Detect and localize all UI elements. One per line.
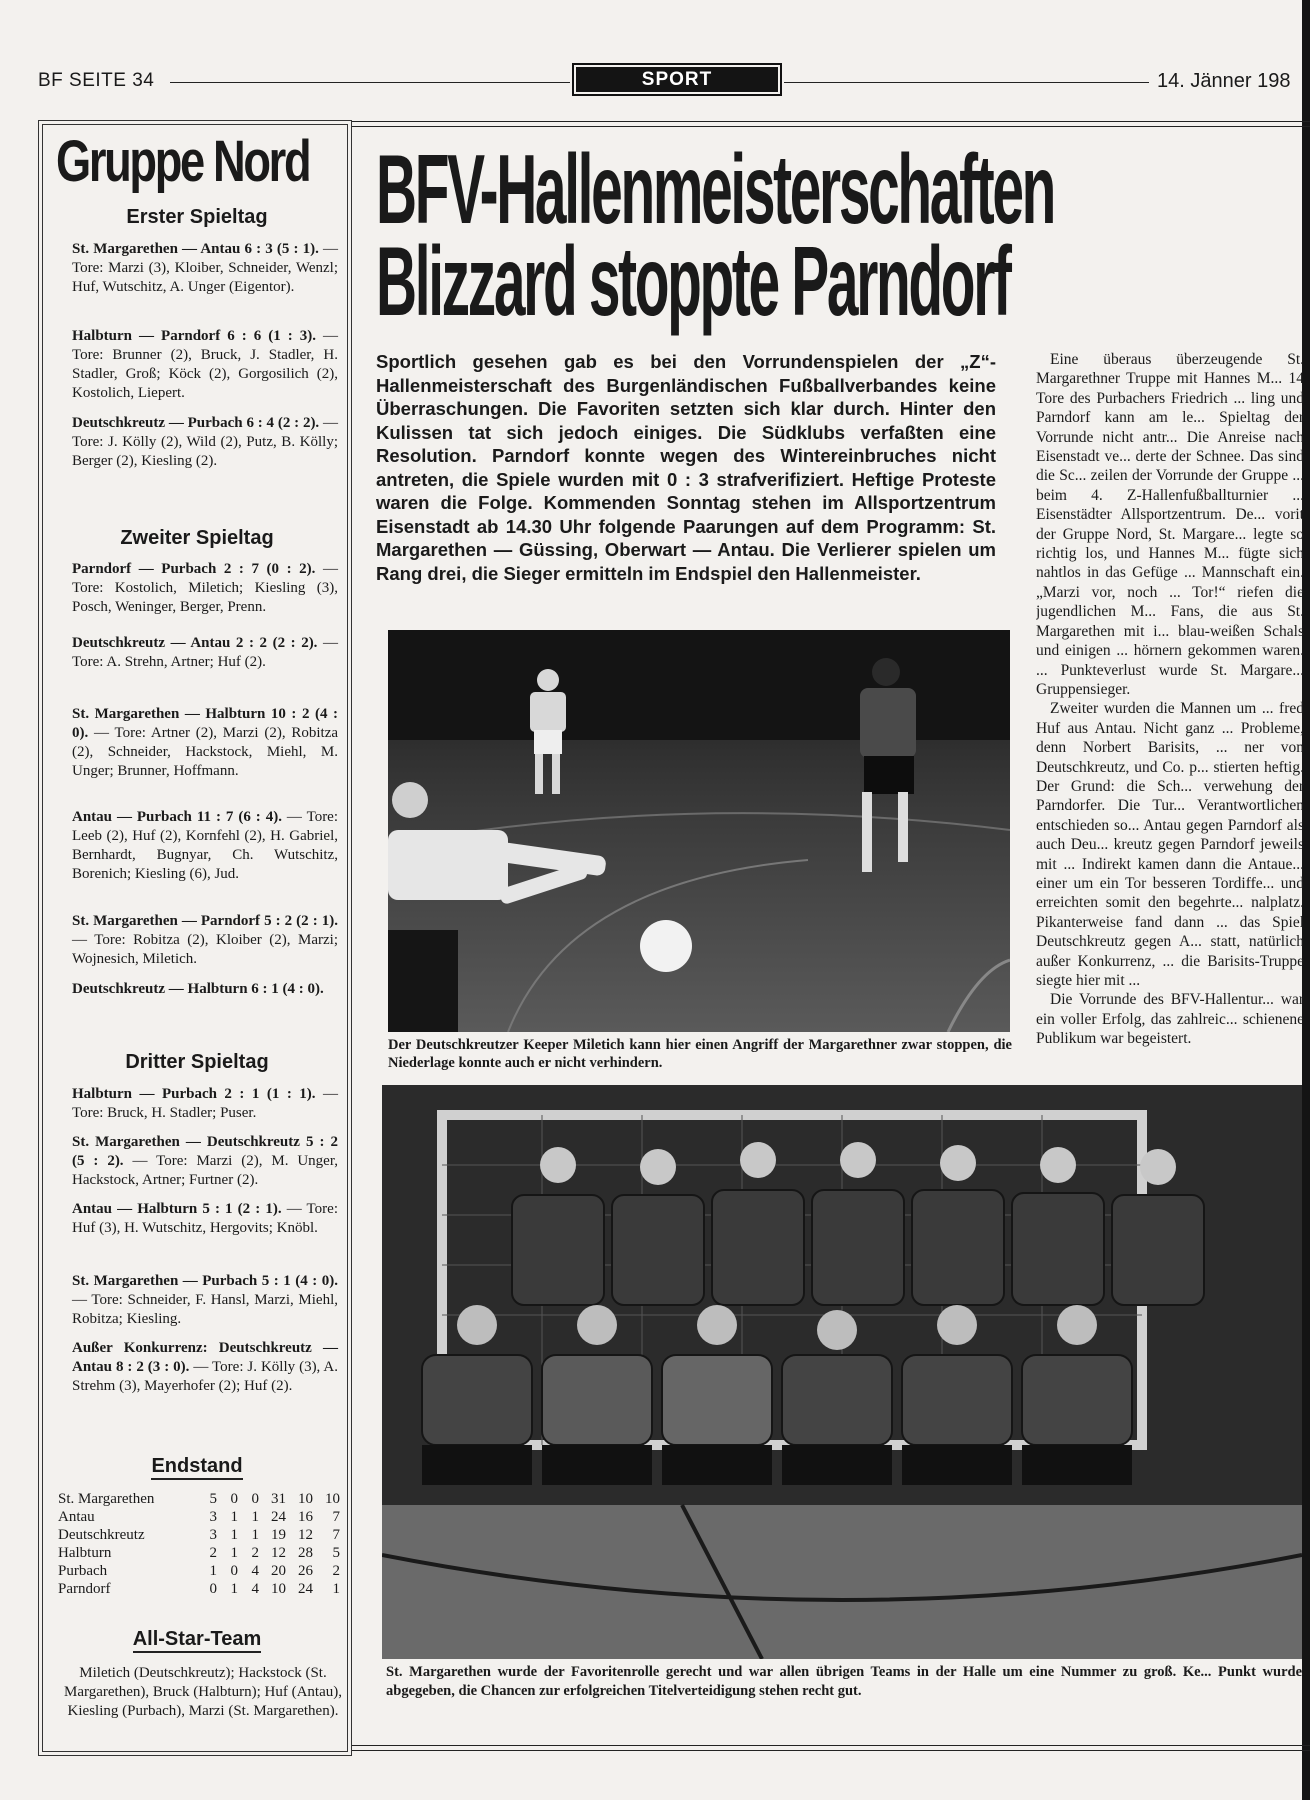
allstar-heading <box>56 1628 338 1651</box>
match-result <box>72 912 338 969</box>
standings-l: 0 <box>251 1491 259 1507</box>
standings-pts: 1 <box>332 1581 340 1597</box>
match-result <box>72 327 338 403</box>
body-column <box>1036 350 1304 1065</box>
match-score: St. Margarethen — Purbach 5 : 1 (4 : 0). <box>72 1273 338 1289</box>
match-scorers: — Tore: J. Kölly (3), A. Strehm (3), Mayerhofer (2); Huf (2). <box>72 1359 339 1394</box>
allstar-list: Miletich (Deutschkreutz); Hackstock (St. Margarethen), Bruck (Halbturn); Huf (Antau), Kiesling (Purbach), Marzi (St. Margarethen). <box>64 1665 342 1719</box>
match-scorers: — Tore: Leeb (2), Huf (2), Kornfehl (2), H. Gabriel, Bernhardt, Bugnyar, Ch. Wutschitz, Borenich; Kiesling (6), Jud. <box>72 809 339 882</box>
sidebar-title: Gruppe Nord <box>56 129 310 194</box>
body-paragraph: Die Vorrunde des BFV-Hallentur... war ein voller Erfolg, das zahlreic... schienene Publikum war begeistert. <box>1036 991 1304 1048</box>
match-scorers: — Tore: Bruck, H. Stadler; Puser. <box>72 1086 339 1121</box>
standings-team: Halbturn <box>58 1545 112 1561</box>
standings-row <box>58 1526 340 1544</box>
match-result <box>72 240 338 297</box>
match-result <box>72 1085 338 1123</box>
match-score: St. Margarethen — Antau 6 : 3 (5 : 1). <box>72 241 319 257</box>
standings-d: 1 <box>230 1581 238 1597</box>
standings-l: 4 <box>251 1581 259 1597</box>
standings-d: 0 <box>230 1563 238 1579</box>
standings-ga: 28 <box>298 1545 313 1561</box>
header-rule-left <box>170 82 570 83</box>
match-result <box>72 1272 338 1329</box>
match-scorers: — Tore: Marzi (2), M. Unger, Hackstock, Artner; Furtner (2). <box>72 1153 338 1188</box>
team-photo <box>382 1085 1302 1659</box>
standings-gf: 19 <box>271 1527 286 1543</box>
standings-gf: 12 <box>271 1545 286 1561</box>
match-result <box>72 705 338 781</box>
standings-ga: 12 <box>298 1527 313 1543</box>
standings-team: St. Margarethen <box>58 1491 155 1507</box>
standings-ga: 10 <box>298 1491 313 1507</box>
section-label: SPORT <box>576 67 778 92</box>
round-heading: Zweiter Spieltag <box>120 527 274 549</box>
header-rule-right <box>784 82 1149 83</box>
standings-pts: 2 <box>332 1563 340 1579</box>
standings-ga: 24 <box>298 1581 313 1597</box>
standings-l: 2 <box>251 1545 259 1561</box>
top-rule <box>352 126 1310 127</box>
round-heading: Erster Spieltag <box>126 206 268 228</box>
headline-line-1: BFV-Hallenmeisterschaften <box>376 134 1055 244</box>
round-heading: Dritter Spieltag <box>125 1051 269 1073</box>
bottom-rule <box>352 1750 1310 1751</box>
match-score: Außer Konkurrenz: Deutschkreutz — Antau 8 : 2 (3 : 0). <box>72 1340 338 1375</box>
match-result <box>72 1200 338 1238</box>
match-score: Deutschkreutz — Halbturn 6 : 1 (4 : 0). <box>72 981 324 997</box>
photo-caption-1: Der Deutschkreutzer Keeper Miletich kann hier einen Angriff der Margarethner zwar stoppen, die Niederlage konnte auch er nicht verhindern. <box>388 1037 1012 1071</box>
match-result <box>72 1133 338 1190</box>
match-score: St. Margarethen — Parndorf 5 : 2 (2 : 1). <box>72 913 338 929</box>
match-result <box>72 808 338 884</box>
match-scorers: — Tore: Kostolich, Miletich; Kiesling (3), Posch, Weninger, Berger, Prenn. <box>72 561 338 615</box>
standings-gf: 24 <box>271 1509 286 1525</box>
standings-gf: 10 <box>271 1581 286 1597</box>
standings-d: 1 <box>230 1527 238 1543</box>
standings-pts: 7 <box>332 1509 340 1525</box>
match-result <box>72 980 338 999</box>
standings-row <box>58 1544 340 1562</box>
standings-w: 0 <box>209 1581 217 1597</box>
standings-table <box>58 1490 340 1598</box>
bottom-rule <box>352 1745 1310 1746</box>
standings-w: 3 <box>209 1509 217 1525</box>
match-score: Parndorf — Purbach 2 : 7 (0 : 2). <box>72 561 316 577</box>
standings-ga: 16 <box>298 1509 313 1525</box>
standings-gf: 20 <box>271 1563 286 1579</box>
match-scorers: — Tore: Marzi (3), Kloiber, Schneider, Wenzl; Huf, Wutschitz, A. Unger (Eigentor). <box>72 241 339 295</box>
standings-team: Deutschkreutz <box>58 1527 145 1543</box>
standings-row <box>58 1580 340 1598</box>
match-scorers: — Tore: Artner (2), Marzi (2), Robitza (2), Schneider, Hackstock, Miehl, M. Unger; Brunner, Hoffmann. <box>72 725 339 779</box>
top-rule <box>352 121 1310 122</box>
standings-w: 2 <box>209 1545 217 1561</box>
standings-l: 4 <box>251 1563 259 1579</box>
standings-row <box>58 1562 340 1580</box>
standings-heading-text: Endstand <box>151 1455 242 1480</box>
standings-pts: 10 <box>325 1491 340 1507</box>
match-scorers: — Tore: A. Strehn, Artner; Huf (2). <box>72 635 338 670</box>
standings-d: 0 <box>230 1491 238 1507</box>
match-score: St. Margarethen — Deutschkreutz 5 : 2 (5 : 2). <box>72 1134 338 1169</box>
standings-gf: 31 <box>271 1491 286 1507</box>
body-paragraph: Zweiter wurden die Mannen um ... fred Huf aus Antau. Nicht ganz ... Probleme, denn Norbert Barisits, ... ner von Deutschkreutz, und Co. p... stierten heftig. Der Grund: die Sch... verwehung der Parndorfer. Die Tur... Verantwortlichen entschieden so... Antau gegen Parndorf als auch Deu... kreutz gegen Parndorf jeweils mit ... Indirekt kamen dann die Antaue... einer um ein Tor besseren Tordiffe... und erreichten somit den begehrte... nalplatz. Pikanterweise fand dann ... das Spiel Deutschkreutz gegen A... statt, natürlich außer Konkurrenz, ... die Barisits-Truppe siegte hier mit ... <box>1036 700 1304 989</box>
match-score: Halbturn — Parndorf 6 : 6 (1 : 3). <box>72 328 316 344</box>
match-score: Antau — Purbach 11 : 7 (6 : 4). <box>72 809 282 825</box>
team-photo-illustration <box>382 1085 1302 1659</box>
match-scorers: — Tore: Brunner (2), Bruck, J. Stadler, H. Stadler, Groß; Köck (2), Gorgosilich (2), Kostolich, Liepert. <box>72 328 339 401</box>
match-result <box>72 560 338 617</box>
standings-team: Purbach <box>58 1563 108 1579</box>
standings-d: 1 <box>230 1509 238 1525</box>
standings-w: 5 <box>209 1491 217 1507</box>
standings-d: 1 <box>230 1545 238 1561</box>
match-scorers: — Tore: Huf (3), H. Wutschitz, Hergovits; Knöbl. <box>72 1201 338 1236</box>
match-result <box>72 414 338 471</box>
standings-heading <box>56 1455 338 1478</box>
photo-caption-2: St. Margarethen wurde der Favoritenrolle gerecht und war allen übrigen Teams in der Halle um eine Nummer zu groß. Ke... Punkt wurde abgegeben, die Chancen zur erfolgreichen Titelverteidigung stehen recht gut. <box>386 1664 1302 1699</box>
match-score: Halbturn — Purbach 2 : 1 (1 : 1). <box>72 1086 316 1102</box>
standings-ga: 26 <box>298 1563 313 1579</box>
standings-row <box>58 1508 340 1526</box>
match-score: Deutschkreutz — Purbach 6 : 4 (2 : 2). <box>72 415 320 431</box>
standings-body <box>58 1490 340 1598</box>
standings-row <box>58 1490 340 1508</box>
match-scorers: — Tore: Robitza (2), Kloiber (2), Marzi; Wojnesich, Miletich. <box>72 932 338 967</box>
standings-team: Antau <box>58 1509 95 1525</box>
headline-line-2: Blizzard stoppte Parndorf <box>376 226 1010 336</box>
match-scorers: — Tore: Schneider, F. Hansl, Marzi, Miehl, Robitza; Kiesling. <box>72 1292 338 1327</box>
action-photo <box>388 630 1010 1032</box>
match-scorers: — Tore: J. Kölly (2), Wild (2), Putz, B. Kölly; Berger (2), Kiesling (2). <box>72 415 338 469</box>
match-score: Antau — Halbturn 5 : 1 (2 : 1). <box>72 1201 282 1217</box>
body-paragraph: Eine überaus überzeugende St. Margarethner Truppe mit Hannes M... 14 Tore des Purbachers Friedrich ... ling und Parndorf kann am le... Spieltag der Vorrunde nicht antr... Die Anreise nach Eisenstadt ve... derte der Schnee. Das sind die Sc... zeilen der Vorrunde der Gruppe ... beim 4. Z-Hallenfußballturnier ... Eisenstädter Allsportzentrum. De... vorit der Gruppe Nord, St. Margare... legte so richtig los, und Hannes M... fügte sich nahtlos in das Gefüge ... Mannschaft ein. „Marzi vor, noch ... Tor!“ riefen die jugendlichen M... Fans, die aus St. Margarethen mit i... blau-weißen Schals und einigen ... hörnern gekommen waren. ... Punkteverlust wurde St. Margare... Gruppensieger. <box>1036 351 1304 698</box>
lead-paragraph: Sportlich gesehen gab es bei den Vorrundenspielen der „Z“-Hallenmeisterschaft des Burgenländischen Fußballverbandes keine Überraschungen. Die Favoriten setzten sich klar durch. Hinter den Kulissen tat sich jedoch einiges. Die Südklubs verfaßten eine Resolution. Parndorf konnte wegen des Wintereinbruches nicht antreten, die Spiele wurden mit 0 : 3 strafverifiziert. Heftige Proteste waren die Folge. Kommenden Sonntag stehen im Allsportzentrum Eisenstadt ab 14.30 Uhr folgende Paarungen auf dem Programm: St. Margarethen — Güssing, Oberwart — Antau. Die Verlierer spielen um Rang drei, die Sieger ermitteln im Endspiel den Hallenmeister. <box>376 351 996 584</box>
issue-date: 14. Jänner 198 <box>1157 70 1291 92</box>
standings-l: 1 <box>251 1527 259 1543</box>
standings-w: 1 <box>209 1563 217 1579</box>
match-result <box>72 1339 338 1396</box>
standings-team: Parndorf <box>58 1581 111 1597</box>
match-score: Deutschkreutz — Antau 2 : 2 (2 : 2). <box>72 635 318 651</box>
action-photo-illustration <box>388 630 1010 1032</box>
standings-pts: 7 <box>332 1527 340 1543</box>
page-label: BF SEITE 34 <box>38 70 155 91</box>
section-badge <box>572 63 782 96</box>
allstar-heading-text: All-Star-Team <box>133 1628 262 1653</box>
standings-l: 1 <box>251 1509 259 1525</box>
match-result <box>72 634 338 672</box>
standings-w: 3 <box>209 1527 217 1543</box>
match-score: St. Margarethen — Halbturn 10 : 2 (4 : 0). <box>72 706 338 741</box>
standings-pts: 5 <box>332 1545 340 1561</box>
